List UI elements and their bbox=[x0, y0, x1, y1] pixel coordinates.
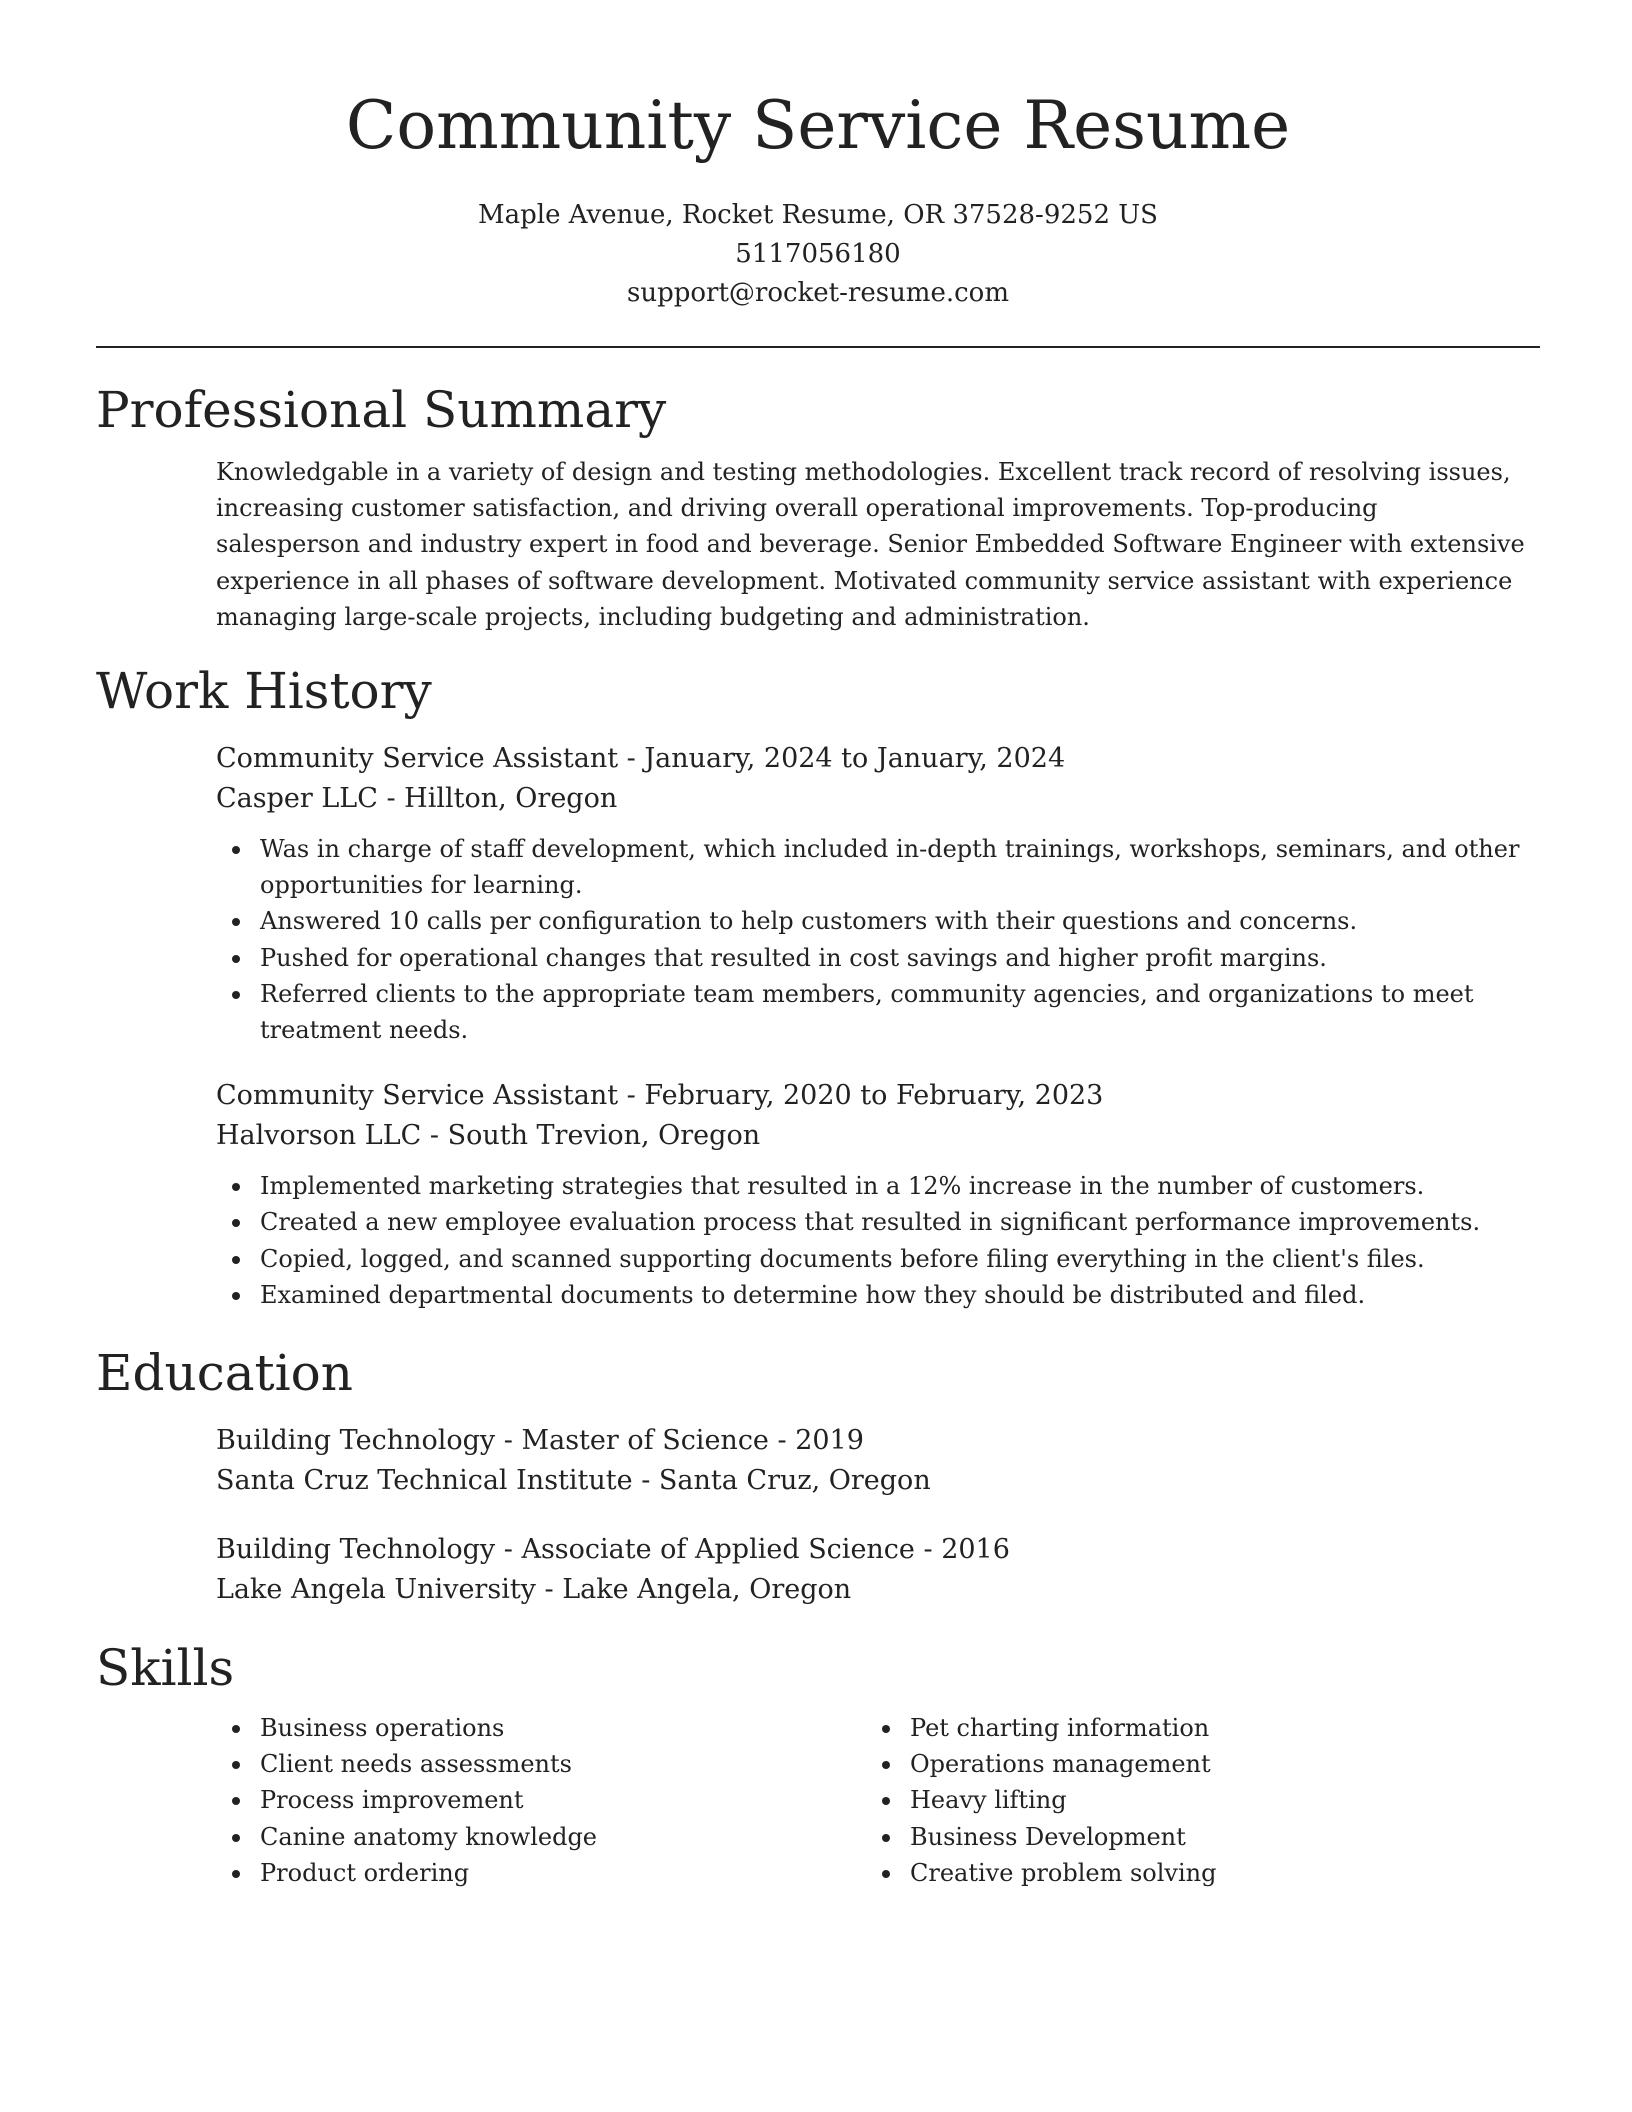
skill-item: Heavy lifting bbox=[910, 1782, 1216, 1818]
job-location: - South Trevion, Oregon bbox=[421, 1120, 761, 1152]
job-bullets bbox=[260, 831, 1540, 1048]
education-degree-line bbox=[216, 1530, 1540, 1570]
job-entry bbox=[96, 1076, 1540, 1313]
education-school: Santa Cruz Technical Institute bbox=[216, 1465, 633, 1497]
job-dates: - January, 2024 to January, 2024 bbox=[618, 743, 1066, 775]
job-bullet: Copied, logged, and scanned supporting documents before filing everything in the client's files. bbox=[260, 1241, 1540, 1277]
skills-list-right bbox=[910, 1710, 1216, 1891]
job-dates: - February, 2020 to February, 2023 bbox=[618, 1080, 1104, 1112]
skill-item: Business Development bbox=[910, 1819, 1216, 1855]
education-entry bbox=[96, 1530, 1540, 1610]
contact-phone: 5117056180 bbox=[735, 239, 901, 269]
education-location: - Santa Cruz, Oregon bbox=[632, 1465, 931, 1497]
job-company-line bbox=[216, 1116, 1540, 1156]
education-school-line bbox=[216, 1461, 1540, 1501]
skills-section bbox=[96, 1636, 1540, 1891]
skill-item: Client needs assessments bbox=[260, 1746, 910, 1782]
job-bullet: Was in charge of staff development, which included in-depth trainings, workshops, seminars, and other opportunities for learning. bbox=[260, 831, 1540, 903]
job-bullet: Implemented marketing strategies that resulted in a 12% increase in the number of customers. bbox=[260, 1168, 1540, 1204]
job-bullet: Pushed for operational changes that resulted in cost savings and higher profit margins. bbox=[260, 940, 1540, 976]
education-degree-line bbox=[216, 1421, 1540, 1461]
job-company: Halvorson LLC bbox=[216, 1120, 422, 1152]
job-bullet: Created a new employee evaluation process that resulted in significant performance improvements. bbox=[260, 1204, 1540, 1240]
education-field: Building Technology bbox=[216, 1534, 496, 1566]
skill-item: Canine anatomy knowledge bbox=[260, 1819, 910, 1855]
education-heading: Education bbox=[96, 1344, 353, 1403]
education-school: Lake Angela University bbox=[216, 1574, 536, 1606]
skill-item: Process improvement bbox=[260, 1782, 910, 1818]
education-field: Building Technology bbox=[216, 1425, 496, 1457]
education-entry bbox=[96, 1421, 1540, 1501]
skills-columns bbox=[96, 1710, 1540, 1891]
header-divider bbox=[96, 346, 1540, 348]
summary-heading: Professional Summary bbox=[96, 381, 667, 439]
job-title: Community Service Assistant bbox=[216, 1080, 619, 1112]
job-bullet: Referred clients to the appropriate team members, community agencies, and organizations to meet treatment needs. bbox=[260, 976, 1540, 1048]
skill-item: Operations management bbox=[910, 1746, 1216, 1782]
job-location: - Hillton, Oregon bbox=[377, 783, 618, 815]
skill-item: Creative problem solving bbox=[910, 1855, 1216, 1891]
job-bullets bbox=[260, 1168, 1540, 1313]
contact-email: support@rocket-resume.com bbox=[626, 278, 1009, 308]
contact-address: Maple Avenue, Rocket Resume, OR 37528-9252 US bbox=[477, 200, 1158, 230]
job-bullet: Answered 10 calls per configuration to help customers with their questions and concerns. bbox=[260, 903, 1540, 939]
job-title-line bbox=[216, 1076, 1540, 1116]
resume-title: Community Service Resume bbox=[345, 87, 1291, 164]
job-bullet: Examined departmental documents to determine how they should be distributed and filed. bbox=[260, 1277, 1540, 1313]
job-company: Casper LLC bbox=[216, 783, 378, 815]
education-degree-year: - Associate of Applied Science - 2016 bbox=[495, 1534, 1010, 1566]
resume-page bbox=[96, 0, 1540, 1891]
education-location: - Lake Angela, Oregon bbox=[535, 1574, 852, 1606]
education-section bbox=[96, 1341, 1540, 1610]
skill-item: Business operations bbox=[260, 1710, 910, 1746]
job-entry bbox=[96, 739, 1540, 1048]
summary-text: Knowledgable in a variety of design and testing methodologies. Excellent track record of resolving issues, increasing customer satisfaction, and driving overall operational improvements. Top-producing salesperson and industry expert in food and beverage. Senior Embedded Software Engineer with extensive experience in all phases of software development. Motivated community service assistant with experience managing large-scale projects, including budgeting and administration. bbox=[216, 458, 1525, 631]
skill-item: Pet charting information bbox=[910, 1710, 1216, 1746]
job-title-line bbox=[216, 739, 1540, 779]
work-history-heading: Work History bbox=[96, 662, 432, 721]
job-title: Community Service Assistant bbox=[216, 743, 619, 775]
contact-info bbox=[96, 196, 1540, 313]
skill-item: Product ordering bbox=[260, 1855, 910, 1891]
skills-list-left bbox=[260, 1710, 910, 1891]
job-company-line bbox=[216, 779, 1540, 819]
summary-section bbox=[96, 378, 1540, 635]
education-degree-year: - Master of Science - 2019 bbox=[495, 1425, 864, 1457]
education-school-line bbox=[216, 1570, 1540, 1610]
work-history-section bbox=[96, 659, 1540, 1313]
skills-heading: Skills bbox=[96, 1639, 235, 1698]
resume-header bbox=[96, 0, 1540, 313]
